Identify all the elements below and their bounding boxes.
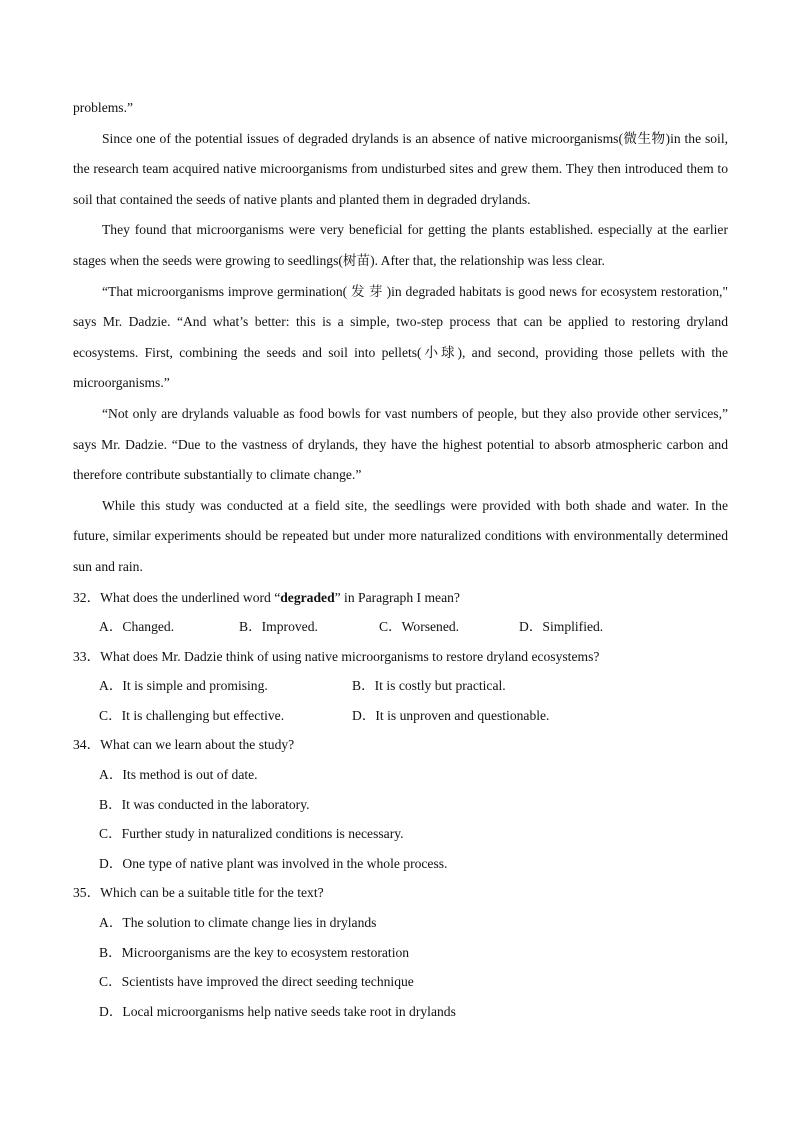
- page-content: [73, 93, 728, 1026]
- question-32-option-d[interactable]: D．Simplified.: [519, 619, 604, 635]
- question-33-options-row-2: [73, 701, 728, 731]
- question-34-stem: 34．What can we learn about the study?: [73, 737, 295, 753]
- question-33-option-a[interactable]: A．It is simple and promising.: [99, 678, 268, 694]
- passage-paragraph-4: “Not only are drylands valuable as food bowls for vast numbers of people, but they also provide other services,” says Mr. Dadzie. “Due to the vastness of drylands, they have the highest potential to absorb atmospheric carbon and therefore contribute substantially to climate change.”: [73, 405, 728, 483]
- question-34-option-a[interactable]: A．Its method is out of date.: [99, 767, 258, 783]
- passage-paragraph-1: Since one of the potential issues of degraded drylands is an absence of native microorganisms(微生物)in the soil, the research team acquired native microorganisms from undisturbed sites and grew them. They then introduced them to soil that contained the seeds of native plants and planted them in degraded drylands.: [73, 130, 728, 207]
- question-35-option-d[interactable]: D．Local microorganisms help native seeds take root in drylands: [99, 1003, 456, 1019]
- question-35-option-b[interactable]: B．Microorganisms are the key to ecosystem restoration: [99, 944, 410, 960]
- question-32-keyword: degraded: [280, 589, 335, 605]
- passage-fragment: problems.”: [73, 100, 134, 115]
- question-32-stem-post: ” in Paragraph I mean?: [334, 589, 460, 605]
- question-33-option-b[interactable]: B．It is costly but practical.: [352, 678, 506, 694]
- question-34-option-b[interactable]: B．It was conducted in the laboratory.: [99, 796, 310, 812]
- question-32-option-a[interactable]: A．Changed.: [99, 619, 175, 635]
- question-35-option-c[interactable]: C．Scientists have improved the direct seeding technique: [99, 974, 414, 990]
- question-35-stem: 35．Which can be a suitable title for the text?: [73, 885, 324, 901]
- passage-paragraph-2: They found that microorganisms were very beneficial for getting the plants established. especially at the earlier stages when the seeds were growing to seedlings(树苗). After that, the relationship was less clear.: [73, 222, 728, 268]
- question-34-option-d[interactable]: D．One type of native plant was involved in the whole process.: [99, 855, 448, 871]
- passage-paragraph-5: While this study was conducted at a field site, the seedlings were provided with both shade and water. In the future, similar experiments should be repeated but under more naturalized conditions with environmentally determined sun and rain.: [73, 497, 728, 574]
- question-32: [73, 583, 728, 642]
- question-33: [73, 642, 728, 731]
- passage-paragraph-3: “That microorganisms improve germination( 发 芽 )in degraded habitats is good news for ecosystem restoration," says Mr. Dadzie. “And what’s better: this is a simple, two-step process that can be applied to restoring dryland ecosystems. First, combining the seeds and soil into pellets(小球), and second, providing those pellets with the microorganisms.”: [73, 283, 728, 391]
- question-32-stem: [73, 583, 728, 613]
- question-32-option-c[interactable]: C．Worsened.: [379, 619, 460, 635]
- question-33-option-d[interactable]: D．It is unproven and questionable.: [352, 707, 550, 723]
- question-33-option-c[interactable]: C．It is challenging but effective.: [99, 707, 285, 723]
- question-35-option-a[interactable]: A．The solution to climate change lies in drylands: [99, 915, 377, 931]
- question-32-option-b[interactable]: B．Improved.: [239, 619, 318, 635]
- question-34: [73, 730, 728, 878]
- question-33-stem: 33．What does Mr. Dadzie think of using native microorganisms to restore dryland ecosystems?: [73, 648, 600, 664]
- question-32-options: [73, 612, 728, 642]
- question-33-options-row-1: [73, 671, 728, 701]
- question-35: [73, 878, 728, 1026]
- question-32-stem-pre: 32．What does the underlined word “: [73, 589, 281, 605]
- question-34-option-c[interactable]: C．Further study in naturalized conditions is necessary.: [99, 826, 404, 842]
